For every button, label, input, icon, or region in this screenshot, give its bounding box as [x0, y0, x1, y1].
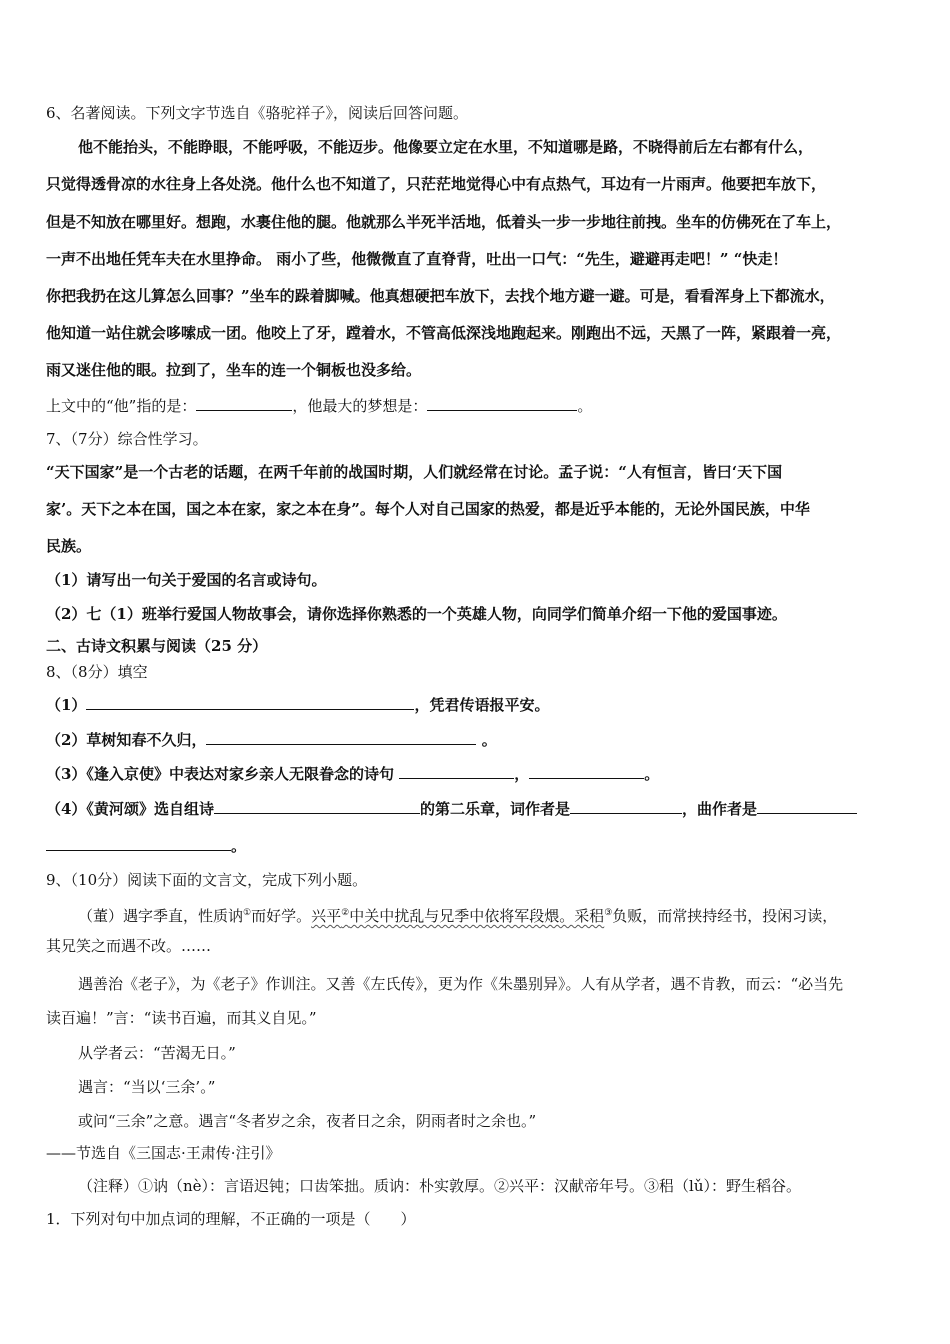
- q6-title: 6、名著阅读。下列文字节选自《骆驼祥子》，阅读后回答问题。: [46, 104, 469, 122]
- note-marker: ②: [341, 908, 350, 918]
- q7-title: 7、（7分）综合性学习。: [46, 430, 208, 448]
- answer-blank-8-4a[interactable]: [214, 799, 420, 814]
- q7-passage-line: 家’。天下之本在国，国之本在家，家之本在身”。每个人对自己国家的热爱，都是近乎本能的，无论外国民族，中华: [46, 500, 810, 518]
- q6-passage-line: 他知道一站住就会哆嗦成一团。他咬上了牙，蹚着水，不管高低深浅地跑起来。刚跑出不远，天黑了一阵，紧跟着一亮，: [46, 324, 842, 342]
- note-marker: ①: [243, 908, 252, 918]
- q9-sub1: 1．下列对句中加点词的理解，不正确的一项是（ ）: [46, 1210, 416, 1228]
- q8-sub4-mid1: 的第二乐章，词作者是: [419, 800, 570, 818]
- q6-passage-line: 你把我扔在这儿算怎么回事？”坐车的跺着脚喊。他真想硬把车放下，去找个地方避一避。可是，看看浑身上下都流水，: [46, 287, 835, 305]
- q9-passage-line: 或问“三余”之意。遇言“冬者岁之余，夜者日之余，阴雨者时之余也。”: [78, 1112, 537, 1130]
- q9-passage-line: 其兄笑之而遇不改。……: [46, 937, 212, 955]
- q8-sub3-mid: ，: [514, 765, 530, 783]
- answer-blank-8-1[interactable]: [86, 695, 414, 710]
- q8-sub4-mid2: ，曲作者是: [681, 800, 757, 818]
- q9-p1a: （董）遇字季直，性质讷: [78, 907, 244, 925]
- q9-passage-line: [78, 903, 837, 926]
- q7-sub2: （2）七（1）班举行爱国人物故事会，请你选择你熟悉的一个英雄人物，向同学们简单介绍一下他的爱国事迹。: [46, 605, 787, 623]
- answer-blank-8-3b[interactable]: [529, 764, 644, 779]
- q9-p1c: 兴平: [311, 907, 342, 925]
- q9-source: ——节选自《三国志·王肃传·注引》: [46, 1144, 281, 1162]
- q9-notes: （注释）①讷（nè）：言语迟钝；口齿笨拙。质讷：朴实敦厚。②兴平：汉献帝年号。③稆（lǔ）：野生稻谷。: [78, 1177, 802, 1195]
- answer-blank-he[interactable]: [196, 396, 292, 411]
- q9-p1b: 而好学。: [251, 907, 312, 925]
- q8-sub4: [46, 799, 857, 819]
- q8-sub3: [46, 764, 659, 784]
- answer-blank-dream[interactable]: [427, 396, 577, 411]
- note-marker: ③: [604, 908, 613, 918]
- q6-passage-line: 但是不知放在哪里好。想跑，水裹住他的腿。他就那么半死半活地，低着头一步一步地往前拽。坐车的仿佛死在了车上，: [46, 213, 842, 231]
- q6-passage-line: 一声不出地任凭车夫在水里挣命。 雨小了些，他微微直了直脊背，吐出一口气：“先生，避避再走吧！” “快走！: [46, 250, 788, 268]
- q8-sub3-end: 。: [644, 765, 660, 783]
- q9-passage-line: 读百遍！”言：“读书百遍，而其义自见。”: [46, 1009, 317, 1027]
- answer-blank-8-2[interactable]: [206, 730, 476, 745]
- q8-sub4-prefix: （4）《黄河颂》选自组诗: [46, 800, 214, 818]
- q9-title: 9、（10分）阅读下面的文言文，完成下列小题。: [46, 871, 368, 889]
- q6-question: [46, 396, 592, 416]
- q6-passage-line: 只觉得透骨凉的水往身上各处浇。他什么也不知道了，只茫茫地觉得心中有点热气，耳边有一片雨声。他要把车放下，: [46, 175, 827, 193]
- answer-blank-8-4c-cont[interactable]: [46, 836, 231, 851]
- answer-blank-8-3a[interactable]: [399, 764, 514, 779]
- q8-sub2: [46, 730, 497, 750]
- q9-p1d: 中关中扰乱与兄季中依将军段煨。采稆: [349, 907, 605, 925]
- q7-passage-line: 民族。: [46, 537, 92, 555]
- q6-question-b: ，他最大的梦想是：: [292, 397, 428, 415]
- q6-passage-line: 他不能抬头，不能睁眼，不能呼吸，不能迈步。他像要立定在水里，不知道哪是路，不晓得前后左右都有什么，: [78, 138, 814, 156]
- q8-sub1: [46, 695, 549, 715]
- q8-sub1-suffix: ，凭君传语报平安。: [414, 696, 550, 714]
- q8-title: 8、（8分）填空: [46, 663, 148, 681]
- q9-passage-line: 遇言：“当以‘三余’。”: [78, 1078, 216, 1096]
- answer-blank-8-4c[interactable]: [757, 799, 857, 814]
- q7-sub1: （1）请写出一句关于爱国的名言或诗句。: [46, 571, 327, 589]
- q8-sub2-suffix: 。: [481, 731, 497, 749]
- q8-sub2-prefix: （2）草树知春不久归，: [46, 731, 207, 749]
- q8-sub4-end: 。: [231, 837, 247, 855]
- q8-sub3-prefix: （3）《逢入京使》中表达对家乡亲人无限眷念的诗句: [46, 765, 394, 783]
- q7-passage-line: “天下国家”是一个古老的话题，在两千年前的战国时期，人们就经常在讨论。孟子说：“人有恒言，皆曰‘天下国: [46, 463, 783, 481]
- q6-question-end: 。: [577, 397, 593, 415]
- q9-passage-line: 遇善治《老子》，为《老子》作训注。又善《左氏传》，更为作《朱墨别异》。人有从学者，遇不肯教，而云：“必当先: [78, 975, 844, 993]
- answer-blank-8-4b[interactable]: [570, 799, 682, 814]
- q6-passage-line: 雨又迷住他的眼。拉到了，坐车的连一个铜板也没多给。: [46, 361, 422, 379]
- q8-sub4-cont: [46, 836, 246, 856]
- q9-p1e: 负贩，而常挟持经书，投闲习读，: [612, 907, 838, 925]
- q6-question-a: 上文中的“他”指的是：: [46, 397, 197, 415]
- section-2-heading: 二、古诗文积累与阅读（25 分）: [46, 637, 268, 655]
- q9-passage-line: 从学者云：“苦渴无日。”: [78, 1044, 236, 1062]
- q8-sub1-prefix: （1）: [46, 696, 87, 714]
